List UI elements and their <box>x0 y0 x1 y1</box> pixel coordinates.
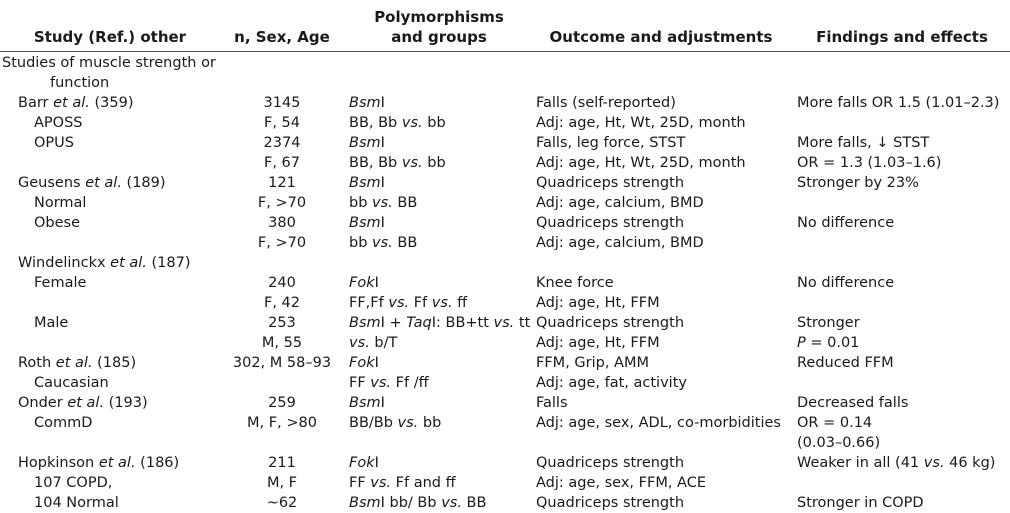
cell-n-sex-age: F, 42 <box>263 295 300 311</box>
cell-findings: Reduced FFM <box>797 355 894 371</box>
cell-outcome: Quadriceps strength <box>536 175 685 191</box>
cell-polymorphism: BsmI <box>349 395 385 411</box>
cell-polymorphism: FF,Ff vs. Ff vs. ff <box>349 295 468 311</box>
cell-n-sex-age: 380 <box>268 215 296 231</box>
section-title-cont: function <box>50 75 110 91</box>
cell-n-sex-age: 253 <box>268 315 296 331</box>
cell-outcome: Falls <box>536 395 568 411</box>
cell-polymorphism: FokI <box>349 455 379 471</box>
cell-findings: No difference <box>797 275 895 291</box>
cell-findings: OR = 0.14 <box>797 415 873 431</box>
cell-study: Male <box>34 315 69 331</box>
cell-n-sex-age: F, >70 <box>257 235 307 251</box>
cell-findings: Stronger in COPD <box>797 495 924 511</box>
cell-n-sex-age: 259 <box>268 395 296 411</box>
cell-findings: P = 0.01 <box>797 335 860 351</box>
cell-n-sex-age: 240 <box>268 275 296 291</box>
cell-study: CommD <box>34 415 93 431</box>
cell-study: Barr et al. (359) <box>18 95 134 111</box>
cell-findings: No difference <box>797 215 895 231</box>
cell-outcome: Adj: age, fat, activity <box>536 375 687 391</box>
cell-outcome: Quadriceps strength <box>536 495 685 511</box>
cell-study: APOSS <box>34 115 83 131</box>
cell-outcome: Quadriceps strength <box>536 455 685 471</box>
cell-outcome: FFM, Grip, AMM <box>536 355 649 371</box>
cell-polymorphism: FF vs. Ff /ff <box>349 375 429 391</box>
cell-n-sex-age: F, >70 <box>257 195 307 211</box>
cell-polymorphism: vs. b/T <box>349 335 398 351</box>
cell-outcome: Adj: age, calcium, BMD <box>536 195 704 211</box>
cell-polymorphism: BsmI <box>349 175 385 191</box>
cell-n-sex-age: 3145 <box>263 95 301 111</box>
cell-findings: More falls, ↓ STST <box>797 135 930 151</box>
section-title: Studies of muscle strength or <box>2 55 216 71</box>
header-findings: Findings and effects <box>816 28 988 46</box>
cell-study: Caucasian <box>34 375 109 391</box>
cell-n-sex-age: 121 <box>268 175 296 191</box>
cell-findings: Stronger by 23% <box>797 175 919 191</box>
cell-study: Female <box>34 275 87 291</box>
cell-findings: Stronger <box>797 315 860 331</box>
cell-study: Normal <box>34 195 87 211</box>
cell-n-sex-age: F, 67 <box>263 155 300 171</box>
header-groups: and groups <box>391 28 487 46</box>
cell-outcome: Falls (self-reported) <box>536 95 676 111</box>
cell-polymorphism: FF vs. Ff and ff <box>349 475 456 491</box>
cell-polymorphism: BB/Bb vs. bb <box>349 415 442 431</box>
cell-outcome: Falls, leg force, STST <box>536 135 686 151</box>
cell-polymorphism: FokI <box>349 275 379 291</box>
cell-polymorphism: BB, Bb vs. bb <box>349 115 446 131</box>
cell-findings: OR = 1.3 (1.03–1.6) <box>797 155 942 171</box>
cell-n-sex-age: M, F <box>266 475 298 491</box>
cell-n-sex-age: 302, M 58–93 <box>232 355 332 371</box>
cell-findings: (0.03–0.66) <box>797 435 881 451</box>
cell-study: Onder et al. (193) <box>18 395 148 411</box>
cell-polymorphism: bb vs. BB <box>349 235 418 251</box>
cell-polymorphism: BsmI <box>349 215 385 231</box>
cell-study: Windelinckx et al. (187) <box>18 255 191 271</box>
cell-polymorphism: BsmI <box>349 135 385 151</box>
cell-outcome: Quadriceps strength <box>536 215 685 231</box>
cell-study: Roth et al. (185) <box>18 355 137 371</box>
cell-outcome: Adj: age, Ht, FFM <box>536 335 660 351</box>
cell-study: Geusens et al. (189) <box>18 175 166 191</box>
cell-findings: More falls OR 1.5 (1.01–2.3) <box>797 95 1000 111</box>
header-n-sex-age: n, Sex, Age <box>234 28 330 46</box>
header-outcome: Outcome and adjustments <box>549 28 773 46</box>
cell-n-sex-age: M, F, >80 <box>247 415 317 431</box>
cell-polymorphism: FokI <box>349 355 379 371</box>
cell-study: OPUS <box>34 135 74 151</box>
cell-polymorphism: BsmI <box>349 95 385 111</box>
cell-outcome: Knee force <box>536 275 614 291</box>
cell-outcome: Quadriceps strength <box>536 315 685 331</box>
header-study: Study (Ref.) other <box>33 28 187 46</box>
cell-n-sex-age: M, 55 <box>261 335 303 351</box>
cell-polymorphism: BB, Bb vs. bb <box>349 155 446 171</box>
cell-outcome: Adj: age, Ht, Wt, 25D, month <box>536 115 746 131</box>
cell-study: 107 COPD, <box>34 475 113 491</box>
cell-polymorphism: bb vs. BB <box>349 195 418 211</box>
cell-n-sex-age: 211 <box>268 455 296 471</box>
cell-polymorphism: BsmI + TaqI: BB+tt vs. tt <box>349 315 531 331</box>
cell-outcome: Adj: age, sex, ADL, co-morbidities <box>536 415 781 431</box>
header-polymorphisms: Polymorphisms <box>374 8 504 26</box>
cell-n-sex-age: ~62 <box>266 495 298 511</box>
cell-study: Hopkinson et al. (186) <box>18 455 180 471</box>
cell-findings: Decreased falls <box>797 395 909 411</box>
cell-findings: Weaker in all (41 vs. 46 kg) <box>797 455 996 471</box>
cell-outcome: Adj: age, Ht, FFM <box>536 295 660 311</box>
cell-outcome: Adj: age, Ht, Wt, 25D, month <box>536 155 746 171</box>
cell-outcome: Adj: age, sex, FFM, ACE <box>536 475 706 491</box>
header-rule <box>0 51 1010 52</box>
cell-n-sex-age: F, 54 <box>263 115 300 131</box>
cell-study: 104 Normal <box>34 495 119 511</box>
cell-study: Obese <box>34 215 81 231</box>
cell-n-sex-age: 2374 <box>263 135 301 151</box>
cell-polymorphism: BsmI bb/ Bb vs. BB <box>349 495 487 511</box>
cell-outcome: Adj: age, calcium, BMD <box>536 235 704 251</box>
